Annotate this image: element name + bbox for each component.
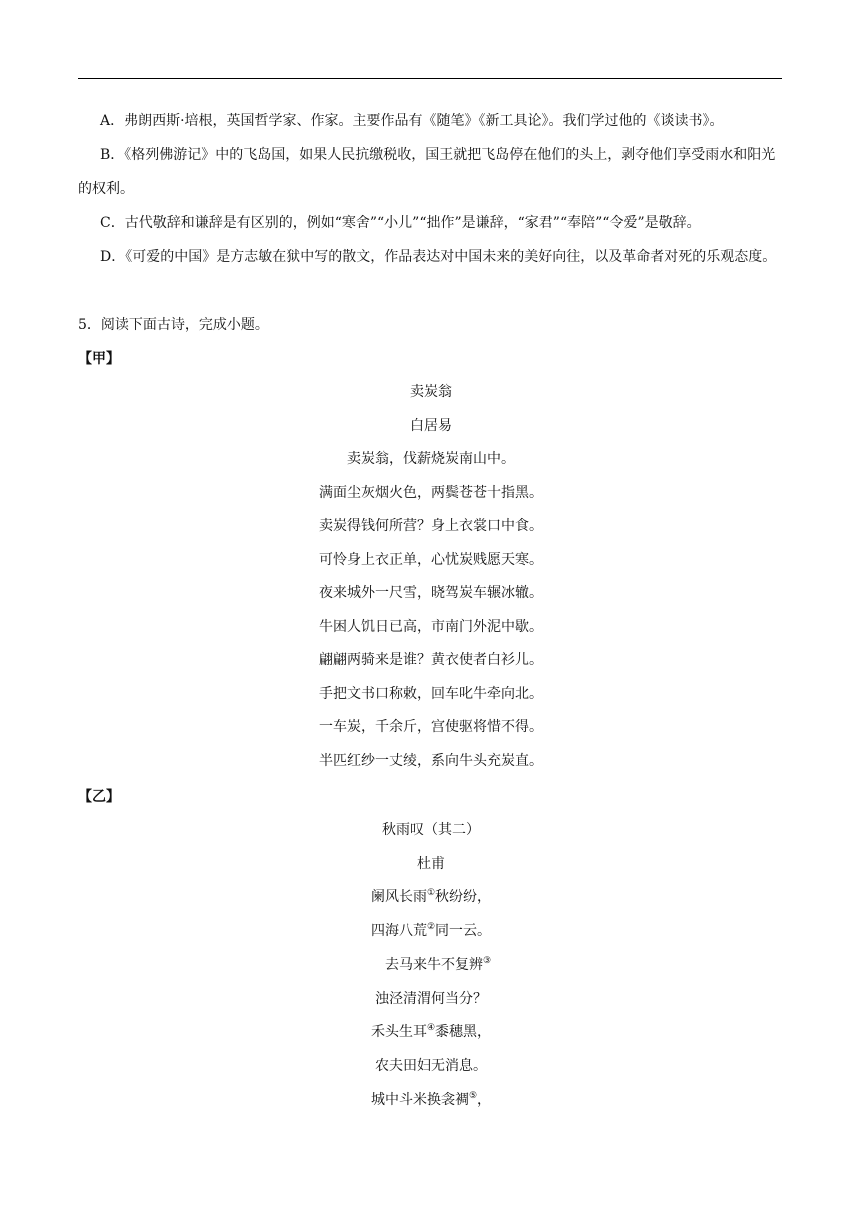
poem-line: 满面尘灰烟火色，两鬓苍苍十指黑。 [319,484,543,501]
poem-line [78,1084,784,1118]
line-text: 同一云。 [435,923,492,940]
poem-title: 卖炭翁 [410,384,452,400]
poem-maitanweng [78,376,784,778]
line-text: 四海八荒 [370,923,427,940]
poem-line: 卖炭得钱何所营？身上衣裳口中食。 [319,518,543,534]
section-jia-label: 【甲】 [78,351,120,367]
poem-line: 半匹红纱一丈绫，系向牛头充炭直。 [319,752,543,769]
poem-line: 卖炭翁，伐薪烧炭南山中。 [347,451,515,467]
option-b: B．《格列佛游记》中的飞岛国，如果人民抗缴税收，国王就把飞岛停在他们的头上，剥夺他们享受雨水和阳光的权利。 [78,147,776,197]
poem-qiuyutan [78,814,784,1117]
line-text: ， [477,1091,492,1108]
poem-line [78,881,784,915]
poem-line: 可怜身上衣正单，心忧炭贱愿天寒。 [319,551,543,568]
footnote-marker: ⑤ [468,1090,478,1101]
footnote-marker: ② [426,922,436,933]
line-text: 黍穗黑， [435,1024,492,1041]
line-text: 禾头生耳 [370,1024,427,1041]
line-text: 阑风长雨 [370,889,427,906]
option-a: A．弗朗西斯·培根，英国哲学家、作家。主要作品有《随笔》《新工具论》。我们学过他的《谈读书》。 [100,113,724,129]
footnote-marker: ③ [482,955,492,966]
line-text: 秋纷纷， [435,889,492,906]
poem-line: 手把文书口称敕，回车叱牛牵向北。 [319,685,543,702]
poem-line: 牛困人饥日已高，市南门外泥中歇。 [319,618,543,635]
poem-line [78,1016,784,1050]
poem-line: 一车炭，千余斤，宫使驱将惜不得。 [319,719,543,735]
poem-line: 夜来城外一尺雪，晓驾炭车辗冰辙。 [319,585,543,601]
poem-line [78,949,784,983]
option-c: C．古代敬辞和谦辞是有区别的，例如“寒舍”“小儿”“拙作”是谦辞，“家君”“奉陪”“令爱”是敬辞。 [100,215,701,231]
poem-line: 浊泾清渭何当分？ [375,990,487,1007]
poem-line [78,915,784,949]
poem-author: 杜甫 [417,855,445,872]
question-5: 5．阅读下面古诗，完成小题。 [78,317,269,333]
poem-author: 白居易 [410,417,452,434]
footnote-marker: ① [426,888,436,899]
poem-line: 农夫田妇无消息。 [375,1057,487,1074]
header-rule [78,78,782,79]
option-d: D．《可爱的中国》是方志敏在狱中写的散文，作品表达对中国未来的美好向往，以及革命者对死的乐观态度。 [100,249,777,265]
line-text: 城中斗米换衾裯 [370,1091,469,1108]
line-text: 去马来牛不复辨 [384,956,483,973]
poem-line: 翩翩两骑来是谁？黄衣使者白衫儿。 [319,652,543,668]
footnote-marker: ④ [426,1023,436,1034]
answer-options [78,104,784,274]
poem-title: 秋雨叹（其二） [382,822,480,838]
section-yi-label: 【乙】 [78,789,120,805]
